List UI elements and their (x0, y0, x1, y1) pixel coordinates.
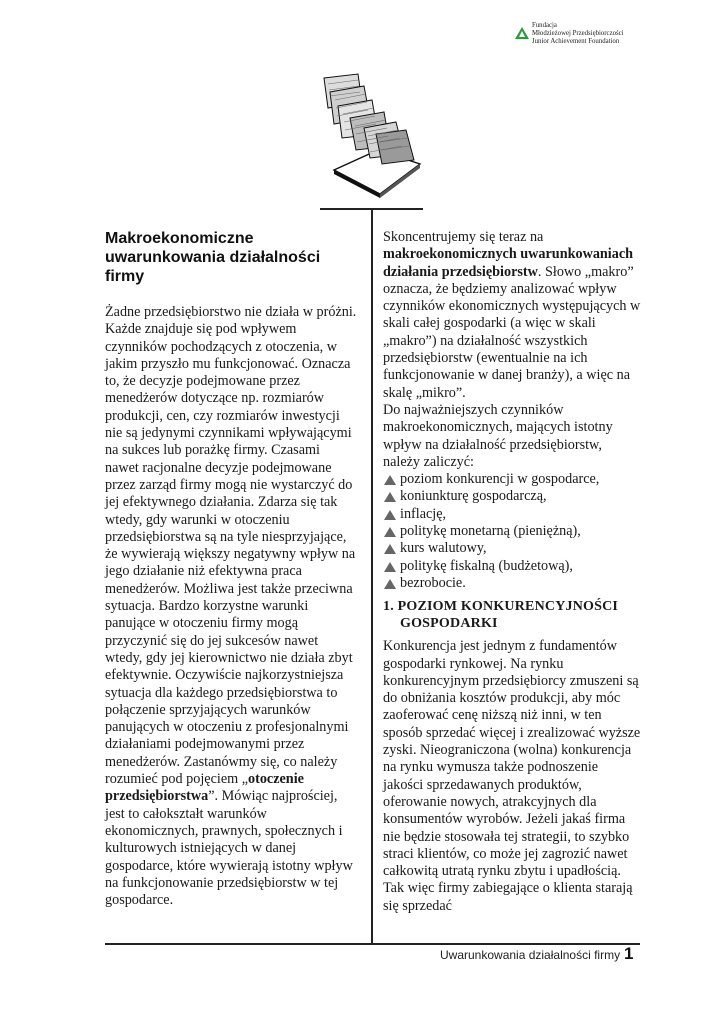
paper-stack-illustration (320, 72, 424, 212)
right-paragraph-1-start: Skoncentrujemy się teraz na (383, 229, 544, 245)
logo-line-2: Młodzieżowej Przedsiębiorczości (532, 30, 624, 38)
column-divider (371, 208, 373, 944)
right-column (383, 229, 641, 915)
list-item-text: poziom konkurencji w gospodarce, (400, 471, 600, 488)
triangle-bullet-icon (384, 492, 396, 502)
logo-text (532, 22, 624, 47)
left-paragraph-text: Żadne przedsiębiorstwo nie działa w próżni. Każde znajduje się pod wpływem czynników pochodzących z otoczenia, w jakim przyszło mu funkcjonować. Oznacza to, że decyzje podejmowane przez menedżerów dotyczące np. rozmiarów produkcji, cen, czy rozmiarów inwestycji nie są jedynymi czynnikami wpływającymi na sukces lub porażkę firmy. Czasami nawet racjonalne decyzje podejmowane przez zarząd firmy mogą nie wystarczyć do jej efektywnego działania. Zdarza się tak wtedy, gdy warunki w otoczeniu przedsiębiorstwa są na tyle niesprzyjające, że wywierają większy negatywny wpływ na jego działanie niż efektywna praca menedżerów. Możliwa jest także przeciwna sytuacja. Bardzo korzystne warunki panujące w otoczeniu firmy mogą przyczynić się do jej sukcesów nawet wtedy, gdy jej kierownictwo nie działa zbyt efektywnie. Oczywiście najkorzystniejsza sytuacja dla każdego przedsiębiorstwa to połączenie sprzyjających warunków panujących w otoczeniu z profesjonalnymi działaniami podejmowanymi przez menedżerów. Zastanówmy się, co należy rozumieć pod pojęciem „ (105, 304, 357, 788)
list-item (383, 540, 641, 557)
list-item (383, 488, 641, 505)
bottom-rule (105, 943, 640, 945)
right-paragraph-3: Konkurencja jest jednym z fundamentów gospodarki rynkowej. Na rynku konkurencyjnym przedsiębiorcy zmuszeni są do obniżania kosztów produkcji, aby móc zaoferować cenę niższą niż inni, w ten sposób sprzedać więcej i zrealizować wyższe zyski. Nieograniczona (wolna) konkurencja na rynku wymusza także podnoszenie jakości sprzedawanych produktów, oferowanie nowych, atrakcyjnych dla konsumentów wyrobów. Jeżeli jakaś firma nie będzie stosowała tej strategii, to szybko straci klientów, co może jej zagrozić nawet całkowitą utratą rynku zbytu i upadłością. Tak więc firmy zabiegające o klienta starają się sprzedać (383, 638, 641, 914)
logo-line-3: Junior Achievement Foundation (532, 38, 620, 46)
foundation-logo (514, 22, 664, 52)
list-item (383, 471, 641, 488)
right-paragraph-1-end: . Słowo „makro” oznacza, że będziemy analizować wpływ czynników ekonomicznych występujących w skali całej gospodarki (a więc w skali „makro”) na działalność wszystkich przedsiębiorstw (ewentualnie na ich funkcjonowanie w danej branży), a więc na skalę „mikro”. (383, 263, 641, 401)
logo-triangle-icon (514, 26, 530, 40)
triangle-bullet-icon (384, 544, 396, 554)
factor-list (383, 471, 641, 592)
left-paragraph-end: ”. Mówiąc najprościej, jest to całokształt warunków ekonomicznych, prawnych, społecznych i kulturowych istniejących w danej gospodarce, które wywierają istotny wpływ na funkcjonowanie przedsiębiorstw w tej gospodarce. (105, 788, 353, 909)
list-item-text: inflację, (400, 505, 447, 522)
right-paragraph-2: Do najważniejszych czynników makroekonomicznych, mających istotny wpływ na działalność przedsiębiorstw, należy zaliczyć: (383, 401, 613, 470)
right-paragraph-1-bold: makroekonomicznych uwarunkowaniach działania przedsiębiorstw (383, 246, 634, 280)
list-item (383, 523, 641, 540)
right-paragraph-1 (383, 229, 641, 402)
page-number: 1 (624, 944, 634, 963)
logo-line-1: Fundacja (532, 22, 557, 29)
list-item (383, 506, 641, 523)
triangle-bullet-icon (384, 527, 396, 537)
left-paragraph-bold: otoczenie przedsiębiorstwa (105, 771, 304, 805)
list-item-text: politykę monetarną (pieniężną), (400, 523, 581, 540)
triangle-bullet-icon (384, 510, 396, 520)
list-item-text: bezrobocie. (400, 574, 466, 591)
triangle-bullet-icon (384, 475, 396, 485)
section-heading: 1. POZIOM KONKURENCYJNOŚCI GOSPODARKI (383, 599, 619, 632)
list-item (383, 575, 641, 592)
page-title: Makroekonomiczne uwarunkowania działalności firmy (105, 230, 321, 285)
list-item (383, 558, 641, 575)
list-item-text: koniunkturę gospodarczą, (400, 488, 547, 505)
paper-stack-icon (320, 72, 424, 212)
left-column (105, 229, 357, 909)
list-item-text: kurs walutowy, (400, 540, 487, 557)
triangle-bullet-icon (384, 562, 396, 572)
list-item-text: politykę fiskalną (budżetową), (400, 557, 573, 574)
left-paragraph (105, 304, 357, 909)
triangle-bullet-icon (384, 579, 396, 589)
footer-title: Uwarunkowania działalności firmy (440, 948, 621, 962)
